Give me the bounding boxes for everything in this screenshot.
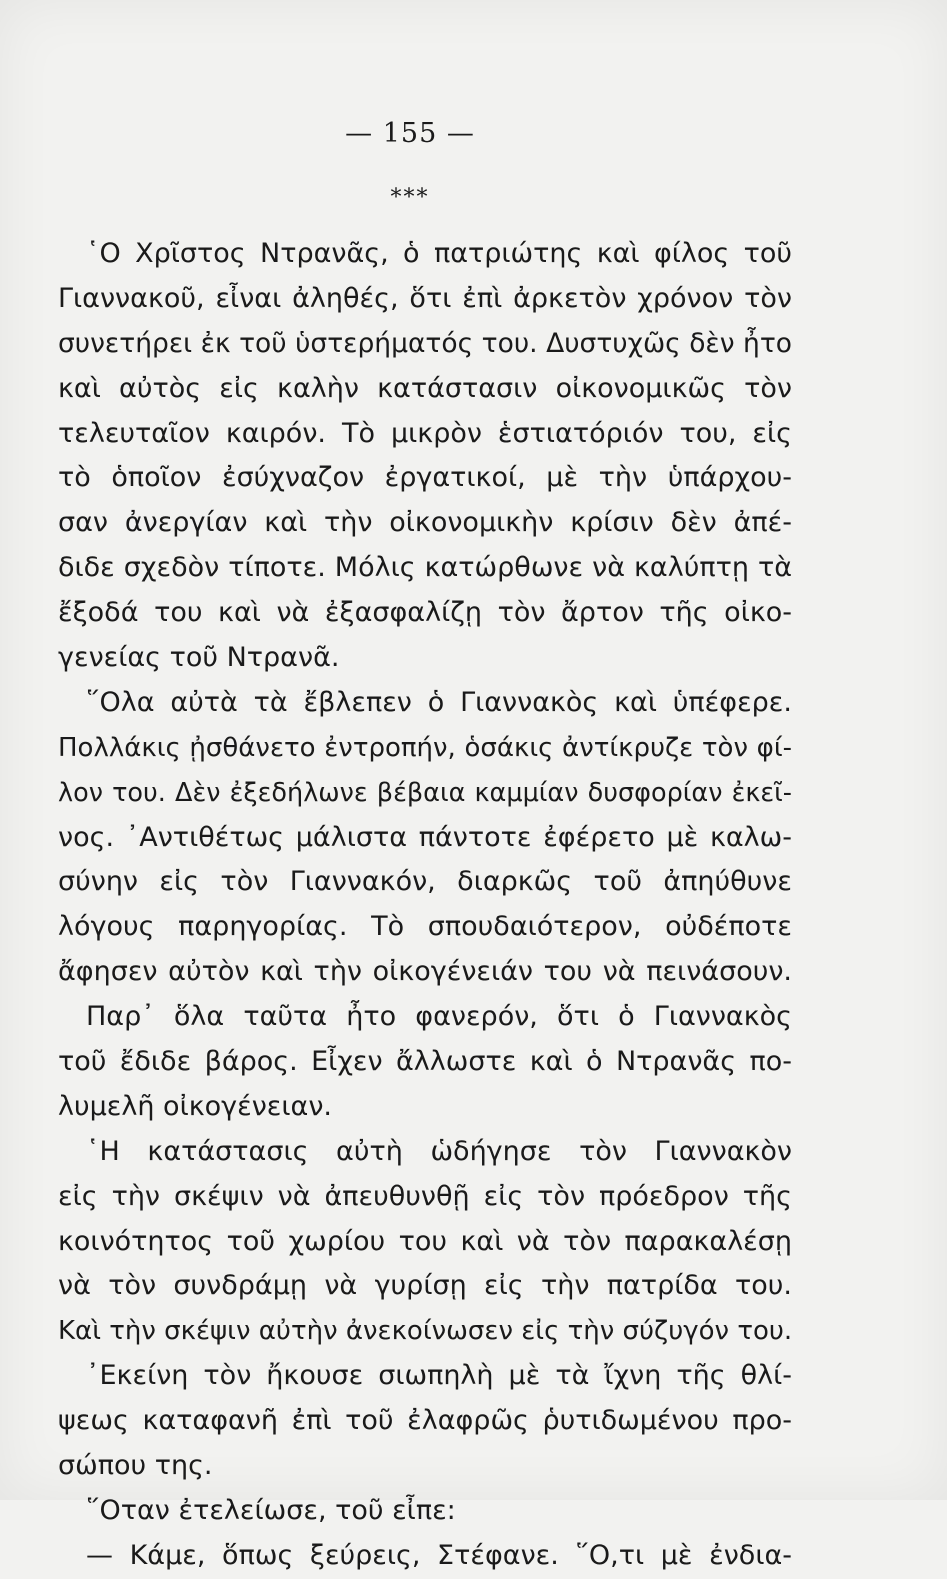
text-line: λυμελῆ οἰκογένειαν. [58,1090,332,1122]
text-line: ῞Οταν ἐτελείωσε, τοῦ εἶπε: [86,1494,456,1526]
text-line: — Κάμε, ὅπως ξεύρεις, Στέφανε. ῞Ο,τι μὲ ἐνδια- [86,1539,792,1571]
text-line: λον του. Δὲν ἐξεδήλωνε βέβαια καμμίαν δυσφορίαν ἐκεῖ- [58,777,792,808]
text-line: εἰς τὴν σκέψιν νὰ ἀπευθυνθῇ εἰς τὸν πρόεδρον τῆς [58,1180,792,1212]
page-number: — 155 — [345,118,475,149]
text-line: Καὶ τὴν σκέψιν αὐτὴν ἀνεκοίνωσεν εἰς τὴν σύζυγόν του. [58,1316,793,1347]
text-line: ῾Η κατάστασις αὐτὴ ὡδήγησε τὸν Γιαννακὸν [86,1135,792,1167]
text-line: Γιαννακοῦ, εἶναι ἀληθές, ὅτι ἐπὶ ἀρκετὸν χρόνον τὸν [58,282,792,314]
text-line: τὸ ὁποῖον ἐσύχναζον ἐργατικοί, μὲ τὴν ὑπάρχου- [58,462,792,494]
text-line: ἔξοδά του καὶ νὰ ἐξασφαλίζῃ τὸν ἄρτον τῆς οἰκο- [58,597,792,629]
text-line: συνετήρει ἐκ τοῦ ὑστερήματός του. Δυστυχῶς δὲν ἦτο [58,327,792,359]
body-text [58,232,792,1579]
text-line: ῞Ολα αὐτὰ τὰ ἔβλεπεν ὁ Γιαννακὸς καὶ ὑπέφερε. [86,686,792,718]
text-line: ᾿Εκείνη τὸν ἤκουσε σιωπηλὴ μὲ τὰ ἴχνη τῆς θλί- [86,1360,792,1392]
text-line: τοῦ ἔδιδε βάρος. Εἶχεν ἄλλωστε καὶ ὁ Ντρανᾶς πο- [58,1046,792,1078]
text-line: ψεως καταφανῆ ἐπὶ τοῦ ἐλαφρῶς ῥυτιδωμένου προ- [58,1405,792,1437]
text-line: νὰ τὸν συνδράμῃ νὰ γυρίσῃ εἰς τὴν πατρίδα του. [58,1270,792,1302]
text-line: λόγους παρηγορίας. Τὸ σπουδαιότερον, οὐδέποτε [58,911,792,943]
section-ornament: ⁎⁎⁎ [390,178,430,203]
text-line: τελευταῖον καιρόν. Τὸ μικρὸν ἑστιατόριόν του, εἰς [58,417,792,449]
text-line: ἄφησεν αὐτὸν καὶ τὴν οἰκογένειάν του νὰ πεινάσουν. [58,956,792,988]
text-line: σαν ἀνεργίαν καὶ τὴν οἰκονομικὴν κρίσιν δὲν ἀπέ- [58,507,792,539]
text-line: ῾Ο Χρῖστος Ντρανᾶς, ὁ πατριώτης καὶ φίλος τοῦ [86,238,792,269]
text-line: σώπου της. [58,1450,213,1482]
text-line: σύνην εἰς τὸν Γιαννακόν, διαρκῶς τοῦ ἀπηύθυνε [58,866,792,898]
text-line: γενείας τοῦ Ντρανᾶ. [58,642,340,674]
text-line: διδε σχεδὸν τίποτε. Μόλις κατώρθωνε νὰ καλύπτῃ τὰ [58,552,792,584]
text-line: κοινότητος τοῦ χωρίου του καὶ νὰ τὸν παρακαλέσῃ [58,1225,792,1257]
text-line: Παρ᾿ ὅλα ταῦτα ἦτο φανερόν, ὅτι ὁ Γιαννακὸς [86,1001,792,1033]
text-line: Πολλάκις ᾐσθάνετο ἐντροπήν, ὁσάκις ἀντίκρυζε τὸν φί- [58,732,792,763]
text-line: καὶ αὐτὸς εἰς καλὴν κατάστασιν οἰκονομικῶς τὸν [58,372,792,404]
text-line: νος. ᾿Αντιθέτως μάλιστα πάντοτε ἐφέρετο μὲ καλω- [58,821,792,853]
